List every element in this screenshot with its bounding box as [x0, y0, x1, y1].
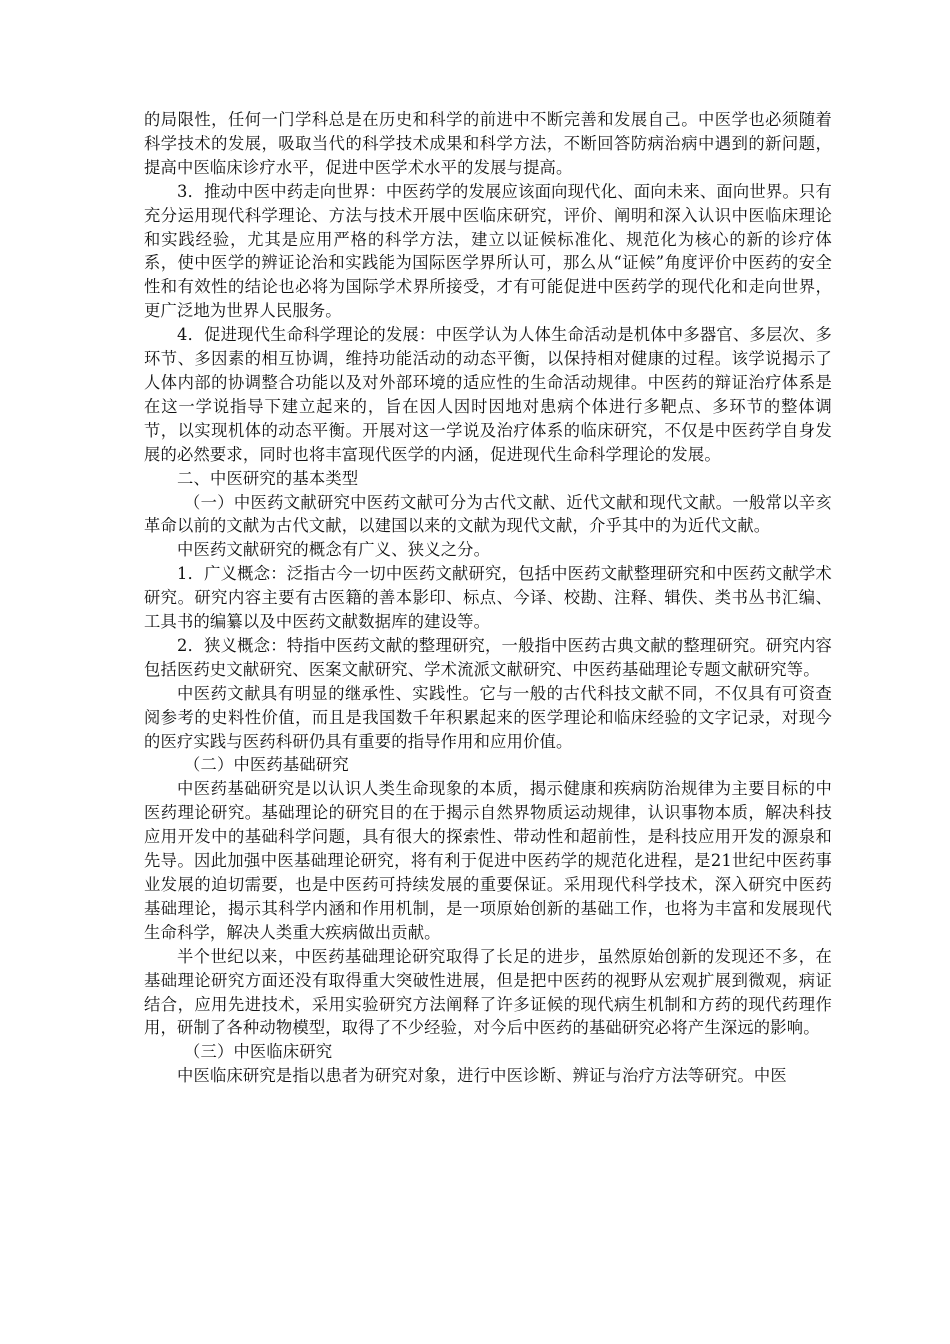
paragraph-narrow-concept: 2．狭义概念：特指中医药文献的整理研究，一般指中医药古典文献的整理研究。研究内容包括医药史文献研究、医案文献研究、学术流派文献研究、中医药基础理论专题文献研究等。	[144, 635, 832, 679]
paragraph-clinical-research: 中医临床研究是指以患者为研究对象，进行中医诊断、辨证与治疗方法等研究。中医	[177, 1066, 787, 1086]
subsection-literature-research: （一）中医药文献研究中医药文献可分为古代文献、近代文献和现代文献。一般常以辛亥革命以前的文献为古代文献，以建国以来的文献为现代文献，介乎其中的为近代文献。	[144, 492, 832, 536]
paragraph-continuation: 的局限性，任何一门学科总是在历史和科学的前进中不断完善和发展自己。中医学也必须随着科学技术的发展，吸取当代的科学技术成果和科学方法，不断回答防病治病中遇到的新问题，提高中医临床诊疗水平，促进中医学术水平的发展与提高。	[144, 110, 832, 177]
subsection-heading-basic-research: （二）中医药基础研究	[184, 755, 349, 775]
paragraph-literature-concept: 中医药文献研究的概念有广义、狭义之分。	[177, 540, 491, 560]
subsection-heading-clinical-research: （三）中医临床研究	[184, 1042, 333, 1062]
paragraph-literature-value: 中医药文献具有明显的继承性、实践性。它与一般的古代科技文献不同，不仅具有可资查阅参考的史料性价值，而且是我国数千年积累起来的医学理论和临床经验的文字记录，对现今的医疗实践与医药科研仍具有重要的指导作用和应用价值。	[144, 683, 832, 751]
paragraph-point-3: 3．推动中医中药走向世界：中医药学的发展应该面向现代化、面向未来、面向世界。只有充分运用现代科学理论、方法与技术开展中医临床研究，评价、阐明和深入认识中医临床理论和实践经验，尤其是应用严格的科学方法，建立以证候标准化、规范化为核心的新的诊疗体系，使中医学的辨证论治和实践能为国际医学界所认可，那么从“证候”角度评价中医药的安全性和有效性的结论也必将为国际学术界所接受，才有可能促进中医药学的现代化和走向世界，更广泛地为世界人民服务。	[144, 181, 832, 321]
document-page	[144, 108, 832, 1088]
paragraph-basic-research-progress: 半个世纪以来，中医药基础理论研究取得了长足的进步，虽然原始创新的发现还不多，在基础理论研究方面还没有取得重大突破性进展，但是把中医药的视野从宏观扩展到微观，病证结合，应用先进技术，采用实验研究方法阐释了许多证候的现代病生机制和方药的现代药理作用，研制了各种动物模型，取得了不少经验，对今后中医药的基础研究必将产生深远的影响。	[144, 946, 832, 1038]
paragraph-basic-research: 中医药基础研究是以认识人类生命现象的本质，揭示健康和疾病防治规律为主要目标的中医药理论研究。基础理论的研究目的在于揭示自然界物质运动规律，认识事物本质，解决科技应用开发中的基础科学问题，具有很大的探索性、带动性和超前性，是科技应用开发的源泉和先导。因此加强中医基础理论研究，将有利于促进中医药学的规范化进程，是21世纪中医药事业发展的迫切需要，也是中医药可持续发展的重要保证。采用现代科学技术，深入研究中医药基础理论，揭示其科学内涵和作用机制，是一项原始创新的基础工作，也将为丰富和发展现代生命科学，解决人类重大疾病做出贡献。	[144, 779, 832, 942]
paragraph-broad-concept: 1．广义概念：泛指古今一切中医药文献研究，包括中医药文献整理研究和中医药文献学术研究。研究内容主要有古医籍的善本影印、标点、今译、校勘、注释、辑佚、类书丛书汇编、工具书的编纂以及中医药文献数据库的建设等。	[144, 564, 832, 632]
section-heading-research-types: 二、中医研究的基本类型	[177, 468, 359, 488]
paragraph-point-4: 4．促进现代生命科学理论的发展：中医学认为人体生命活动是机体中多器官、多层次、多环节、多因素的相互协调，维持功能活动的动态平衡，以保持相对健康的过程。该学说揭示了人体内部的协调整合功能以及对外部环境的适应性的生命活动规律。中医药的辩证治疗体系是在这一学说指导下建立起来的，旨在因人因时因地对患病个体进行多靶点、多环节的整体调节，以实现机体的动态平衡。开展对这一学说及治疗体系的临床研究，不仅是中医药学自身发展的必然要求，同时也将丰富现代医学的内涵，促进现代生命科学理论的发展。	[144, 325, 832, 464]
